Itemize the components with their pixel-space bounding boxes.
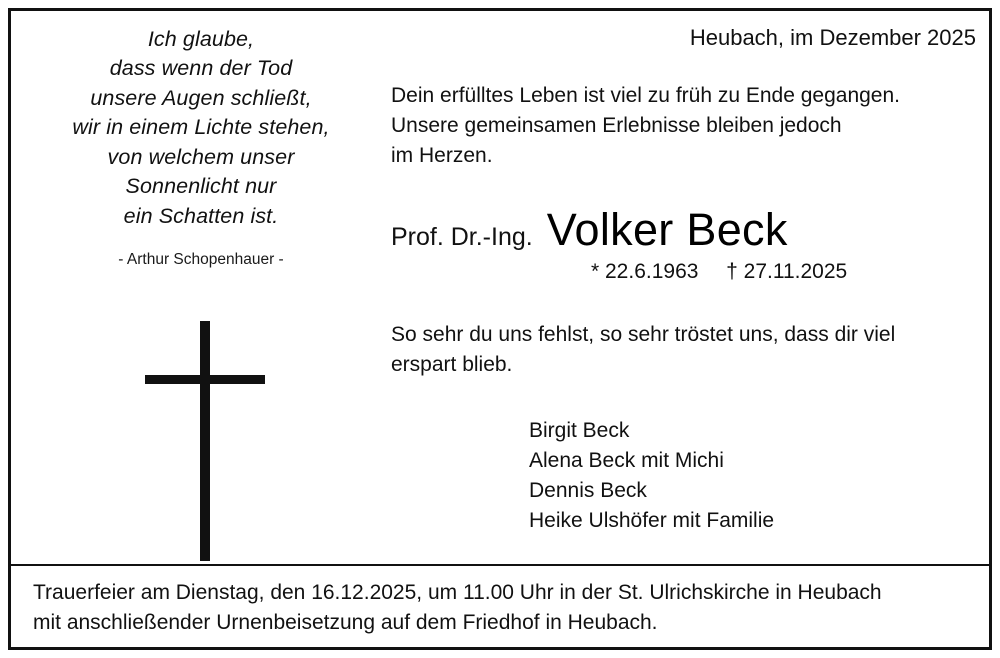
poem-text	[31, 25, 371, 231]
funeral-details-line: Trauerfeier am Dienstag, den 16.12.2025, um 11.00 Uhr in der St. Ulrichskirche in Heubach	[33, 581, 882, 604]
survivors-list	[391, 416, 976, 535]
poem-block	[31, 25, 371, 269]
poem-line: Ich glaube,	[147, 27, 255, 51]
survivor-name: Dennis Beck	[529, 478, 647, 502]
poem-author: - Arthur Schopenhauer -	[118, 251, 284, 269]
poem-line: wir in einem Lichte stehen,	[72, 115, 330, 140]
birth-date: * 22.6.1963	[591, 260, 699, 284]
intro-line: Dein erfülltes Leben ist viel zu früh zu Ende gegangen.	[391, 84, 900, 107]
deceased-dates	[391, 260, 976, 284]
cross-horizontal-bar	[145, 375, 265, 384]
cross-icon	[31, 311, 371, 571]
obituary-frame	[8, 8, 992, 650]
farewell-line: So sehr du uns fehlst, so sehr tröstet uns, dass dir viel	[391, 323, 896, 347]
deceased-name: Volker Beck	[546, 204, 788, 256]
main-text-column	[391, 25, 976, 535]
poem-line: Sonnenlicht nur	[125, 174, 277, 199]
deceased-name-block	[391, 204, 976, 256]
survivor-name: Birgit Beck	[529, 419, 630, 443]
farewell-line: erspart blieb.	[391, 353, 513, 377]
footer-divider	[11, 564, 989, 566]
death-date: † 27.11.2025	[726, 260, 848, 284]
funeral-details-line: mit anschließender Urnenbeisetzung auf dem Friedhof in Heubach.	[33, 610, 658, 634]
place-date: Heubach, im Dezember 2025	[689, 25, 976, 50]
poem-line: von welchem unser	[107, 144, 295, 169]
farewell-text	[391, 320, 976, 380]
poem-line: dass wenn der Tod	[109, 56, 293, 81]
funeral-details	[33, 578, 978, 638]
poem-line: unsere Augen schließt,	[90, 85, 312, 110]
survivor-name: Alena Beck mit Michi	[529, 448, 724, 472]
poem-line: ein Schatten ist.	[123, 203, 279, 228]
cross-vertical-bar	[200, 321, 210, 561]
intro-line: im Herzen.	[391, 143, 493, 167]
intro-text	[391, 81, 976, 170]
deceased-title: Prof. Dr.-Ing.	[391, 223, 533, 252]
survivor-name: Heike Ulshöfer mit Familie	[529, 508, 775, 532]
intro-line: Unsere gemeinsamen Erlebnisse bleiben jedoch	[391, 113, 842, 137]
